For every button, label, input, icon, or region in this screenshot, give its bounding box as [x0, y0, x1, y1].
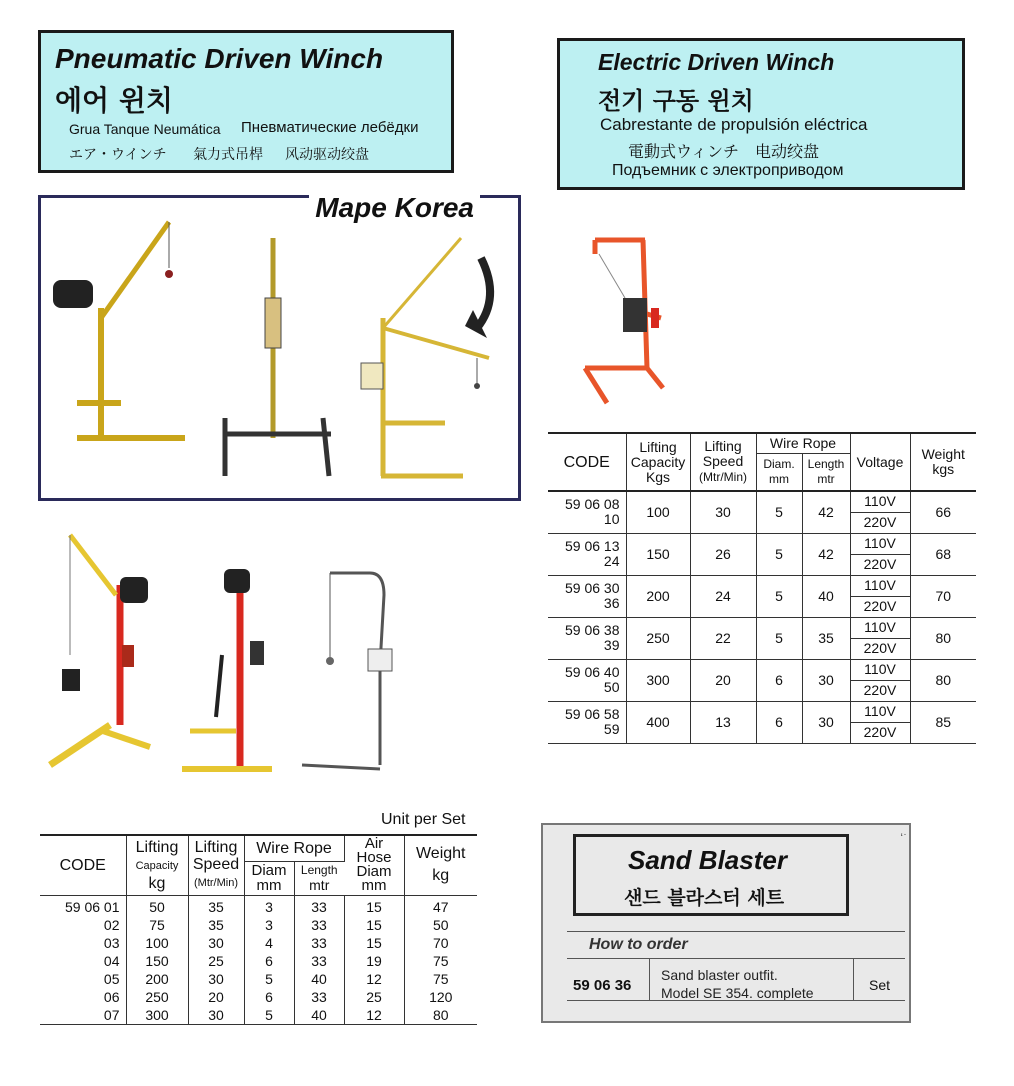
et-cell-capacity: 150: [626, 533, 690, 575]
et-cell-weight: 66: [910, 491, 976, 533]
pt-cell-capacity: 150: [126, 952, 188, 970]
et-cell-diam: 6: [756, 659, 802, 701]
et-cell-diam: 6: [756, 701, 802, 743]
sand-blaster-desc-line2: Model SE 354. complete: [661, 985, 814, 1001]
pt-cell-capacity: 250: [126, 988, 188, 1006]
sand-blaster-desc-line1: Sand blaster outfit.: [661, 967, 778, 983]
et-cell-voltage-1: 110V: [850, 701, 910, 722]
et-cell-speed: 24: [690, 575, 756, 617]
pt-cell-capacity: 100: [126, 934, 188, 952]
pneumatic-title-en: Pneumatic Driven Winch: [55, 43, 384, 74]
et-cell-capacity: 250: [626, 617, 690, 659]
pt-cell-hose: 12: [344, 970, 404, 988]
sand-blaster-unit: Set: [869, 977, 891, 993]
et-cell-capacity: 200: [626, 575, 690, 617]
et-cell-voltage-1: 110V: [850, 491, 910, 512]
pt-cell-code: 05: [40, 970, 126, 988]
pt-cell-speed: 20: [188, 988, 244, 1006]
et-header-voltage: Voltage: [850, 433, 910, 491]
et-cell-voltage-2: 220V: [850, 554, 910, 575]
et-cell-speed: 30: [690, 491, 756, 533]
sand-blaster-vline-2: [853, 958, 854, 1000]
pt-row: [40, 970, 477, 988]
et-cell-code: 59 06 13 24: [548, 533, 626, 575]
pt-cell-code: 02: [40, 916, 126, 934]
pt-body: [40, 895, 477, 1024]
pneumatic-winch-photos-lower: [40, 525, 480, 785]
et-cell-voltage-1: 110V: [850, 659, 910, 680]
et-cell-voltage-2: 220V: [850, 512, 910, 533]
et-row: [548, 659, 976, 680]
sand-blaster-vline-1: [649, 958, 650, 1000]
et-cell-voltage-1: 110V: [850, 533, 910, 554]
pt-row: [40, 1006, 477, 1025]
et-cell-voltage-2: 220V: [850, 722, 910, 743]
electric-sub-es: Cabrestante de propulsión eléctrica: [600, 115, 868, 134]
pt-cell-speed: 35: [188, 895, 244, 916]
pt-cell-weight: 50: [432, 916, 449, 933]
pt-header-capacity: Lifting Capacity kg: [126, 835, 188, 895]
pt-cell-diam: 6: [244, 988, 294, 1006]
electric-header: [557, 38, 965, 190]
et-cell-diam: 5: [756, 575, 802, 617]
pt-cell-diam: 6: [244, 952, 294, 970]
et-cell-length: 30: [802, 659, 850, 701]
et-cell-voltage-1: 110V: [850, 617, 910, 638]
pt-cell-length: 33: [294, 895, 344, 916]
pneumatic-sub-cn: 风动驱动绞盘: [285, 147, 369, 163]
pt-cell-hose: 19: [344, 952, 404, 970]
pt-cell-weight: 80: [404, 1006, 477, 1025]
pt-cell-capacity: 75: [126, 916, 188, 934]
et-cell-weight: 85: [910, 701, 976, 743]
et-cell-code: 59 06 38 39: [548, 617, 626, 659]
et-cell-code: 59 06 58 59: [548, 701, 626, 743]
et-cell-voltage-1: 110V: [850, 575, 910, 596]
pt-row: [40, 988, 477, 1006]
pt-cell-speed: 30: [188, 970, 244, 988]
pt-cell-diam: 4: [244, 934, 294, 952]
winch-yellow-3: [381, 238, 489, 476]
et-cell-length: 42: [802, 491, 850, 533]
pt-cell-weight: 120: [429, 988, 453, 1005]
et-cell-diam: 5: [756, 533, 802, 575]
pt-header-air-hose: Air Hose Diam mm: [344, 835, 404, 895]
electric-sub-ru: Подъемник с электроприводом: [612, 162, 844, 179]
et-cell-capacity: 300: [626, 659, 690, 701]
how-to-order-label: How to order: [589, 936, 688, 953]
pneumatic-sub-ja: エア・ウインチ: [69, 147, 167, 163]
pt-cell-code: 04: [40, 952, 126, 970]
et-header-speed: Lifting Speed (Mtr/Min): [690, 433, 756, 491]
et-row: [548, 617, 976, 638]
et-cell-length: 42: [802, 533, 850, 575]
pneumatic-header: [38, 30, 454, 173]
pt-row: [40, 934, 477, 952]
et-cell-code: 59 06 30 36: [548, 575, 626, 617]
winch-red-yellow: [50, 535, 150, 765]
et-cell-voltage-2: 220V: [850, 680, 910, 701]
pt-header-diam: Diam mm: [244, 861, 294, 895]
pt-cell-code: 06: [40, 988, 126, 1006]
pneumatic-sub-es: Grua Tanque Neumática: [69, 121, 221, 137]
pt-header-length: Length mtr: [294, 861, 344, 895]
et-cell-code: 59 06 40 50: [548, 659, 626, 701]
pt-cell-length: 33: [294, 916, 344, 934]
electric-title-en: Electric Driven Winch: [598, 49, 835, 75]
pt-cell-hose: 12: [344, 1006, 404, 1025]
pt-cell-length: 40: [294, 1006, 344, 1025]
et-row: [548, 491, 976, 512]
brand-label: Mape Korea: [309, 192, 480, 224]
et-cell-capacity: 100: [626, 491, 690, 533]
pt-cell-capacity: 300: [126, 1006, 188, 1025]
et-cell-speed: 13: [690, 701, 756, 743]
pt-row: [40, 895, 477, 916]
pt-cell-capacity: 50: [126, 895, 188, 916]
et-cell-weight: 80: [910, 659, 976, 701]
sand-blaster-code: 59 06 36: [573, 977, 632, 994]
et-cell-length: 40: [802, 575, 850, 617]
et-cell-speed: 26: [690, 533, 756, 575]
pt-cell-weight: 75: [432, 970, 449, 987]
sand-blaster-divider-bot: [567, 1000, 905, 1001]
mape-korea-frame: [38, 192, 521, 501]
pt-cell-code: 07: [40, 1006, 126, 1025]
et-row: [548, 575, 976, 596]
sand-blaster-title-box: [573, 834, 849, 916]
sand-blaster-divider-mid: [567, 958, 905, 959]
pt-cell-hose: 15: [344, 934, 404, 952]
pneumatic-winch-photos: [41, 198, 518, 498]
electric-winch-photo: [575, 228, 675, 408]
et-body: [548, 491, 976, 743]
pneumatic-winch-table: [40, 834, 477, 1025]
pneumatic-sub-ru: Пневматические лебёдки: [241, 119, 419, 136]
et-row: [548, 533, 976, 554]
pt-cell-weight: 47: [432, 898, 449, 915]
et-cell-weight: 70: [910, 575, 976, 617]
et-header-wire-rope: Wire Rope: [756, 433, 850, 453]
et-cell-weight: 68: [910, 533, 976, 575]
et-header-weight: Weight kgs: [910, 433, 976, 491]
et-cell-voltage-2: 220V: [850, 638, 910, 659]
et-cell-capacity: 400: [626, 701, 690, 743]
et-header-code: CODE: [548, 433, 626, 491]
et-header-length: Length mtr: [802, 453, 850, 491]
pt-cell-weight: 75: [432, 952, 449, 969]
pt-cell-speed: 30: [188, 934, 244, 952]
pt-row: [40, 952, 477, 970]
pt-cell-hose: 15: [344, 895, 404, 916]
pt-header-speed: Lifting Speed (Mtr/Min): [188, 835, 244, 895]
et-cell-voltage-2: 220V: [850, 596, 910, 617]
sand-blaster-panel: [541, 823, 911, 1023]
et-cell-speed: 22: [690, 617, 756, 659]
pt-cell-weight: 70: [432, 934, 449, 951]
pneumatic-sub-tw: 氣力式吊桿: [193, 147, 263, 163]
pt-cell-diam: 5: [244, 970, 294, 988]
et-row: [548, 701, 976, 722]
pt-header-wire-rope: Wire Rope: [244, 835, 344, 861]
sand-blaster-title-en: Sand Blaster: [628, 845, 787, 875]
pt-cell-length: 40: [294, 970, 344, 988]
sand-blaster-mark: ʻ͘: [900, 831, 903, 845]
et-cell-code: 59 06 08 10: [548, 491, 626, 533]
pt-cell-length: 33: [294, 988, 344, 1006]
et-cell-length: 35: [802, 617, 850, 659]
pt-cell-diam: 5: [244, 1006, 294, 1025]
et-header-capacity: Lifting Capacity Kgs: [626, 433, 690, 491]
pt-cell-speed: 30: [188, 1006, 244, 1025]
electric-sub-ja-cn: 電動式ウィンチ 电动绞盘: [628, 142, 820, 161]
et-cell-diam: 5: [756, 491, 802, 533]
pt-row: [40, 916, 477, 934]
pt-cell-speed: 35: [188, 916, 244, 934]
et-cell-diam: 5: [756, 617, 802, 659]
pneumatic-title-ko: 에어 윈치: [55, 84, 173, 117]
winch-yellow-2: [223, 238, 331, 476]
pt-cell-length: 33: [294, 934, 344, 952]
et-header-diam: Diam. mm: [756, 453, 802, 491]
pt-cell-code: 03: [40, 934, 126, 952]
sand-blaster-divider-top: [567, 931, 905, 932]
sand-blaster-desc: [661, 966, 814, 1002]
unit-note: Unit per Set: [381, 811, 466, 828]
et-cell-speed: 20: [690, 659, 756, 701]
pt-cell-speed: 25: [188, 952, 244, 970]
pt-cell-hose: 15: [344, 916, 404, 934]
et-cell-length: 30: [802, 701, 850, 743]
winch-red: [182, 585, 272, 769]
pt-cell-diam: 3: [244, 916, 294, 934]
pt-cell-capacity: 200: [126, 970, 188, 988]
electric-winch-table: [548, 432, 976, 744]
pt-cell-diam: 3: [244, 895, 294, 916]
pt-cell-code: 59 06 01: [40, 895, 126, 916]
electric-title-ko: 전기 구동 윈치: [598, 87, 754, 115]
sand-blaster-title-ko: 샌드 블라스터 세트: [624, 887, 785, 909]
pt-header-code: CODE: [40, 835, 126, 895]
pt-header-weight: Weight kg: [404, 835, 477, 895]
pt-cell-length: 33: [294, 952, 344, 970]
pt-cell-hose: 25: [344, 988, 404, 1006]
et-cell-weight: 80: [910, 617, 976, 659]
